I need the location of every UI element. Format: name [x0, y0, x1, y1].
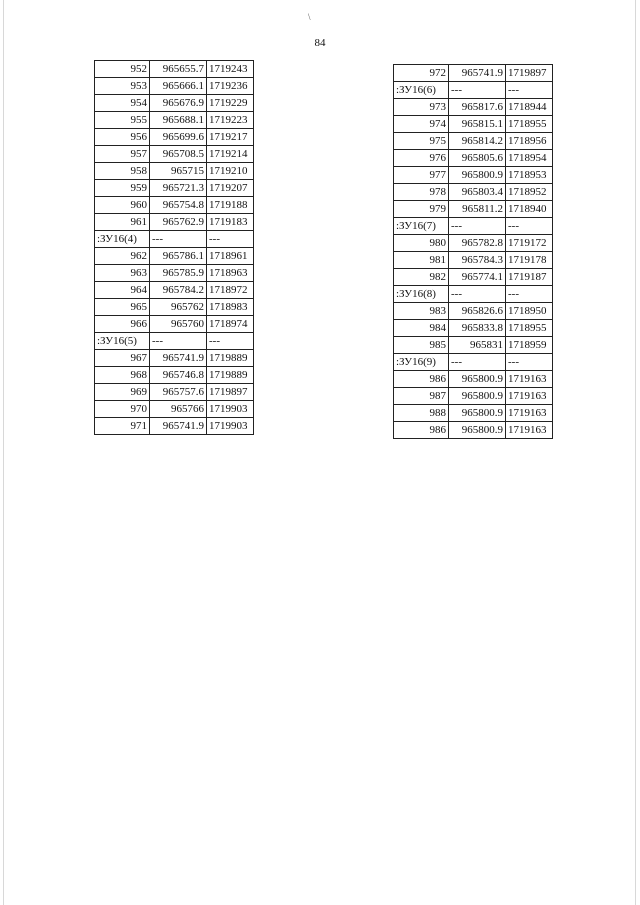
- y-coordinate-cell: ---: [506, 218, 553, 235]
- y-coordinate-cell: ---: [207, 333, 254, 350]
- y-coordinate-cell: 1718974: [207, 316, 254, 333]
- point-number-cell: :ЗУ16(8): [394, 286, 449, 303]
- y-coordinate-cell: 1719236: [207, 78, 254, 95]
- table-row: [394, 269, 553, 286]
- coordinates-table-right: [393, 64, 553, 439]
- x-coordinate-cell: ---: [449, 218, 506, 235]
- y-coordinate-cell: 1719172: [506, 235, 553, 252]
- y-coordinate-cell: ---: [506, 286, 553, 303]
- x-coordinate-cell: 965741.9: [150, 350, 207, 367]
- table-row: [394, 371, 553, 388]
- table-row: [394, 405, 553, 422]
- point-number-cell: 987: [394, 388, 449, 405]
- x-coordinate-cell: 965800.9: [449, 422, 506, 439]
- y-coordinate-cell: 1719223: [207, 112, 254, 129]
- y-coordinate-cell: 1719163: [506, 405, 553, 422]
- scan-edge-right: [635, 0, 636, 905]
- y-coordinate-cell: 1718952: [506, 184, 553, 201]
- table-row: [95, 197, 254, 214]
- table-row: [95, 95, 254, 112]
- table-row: [95, 401, 254, 418]
- table-row: [95, 214, 254, 231]
- table-row: [95, 112, 254, 129]
- point-number-cell: 986: [394, 371, 449, 388]
- page-number: 84: [314, 37, 326, 49]
- point-number-cell: 980: [394, 235, 449, 252]
- point-number-cell: 956: [95, 129, 150, 146]
- y-coordinate-cell: 1718956: [506, 133, 553, 150]
- x-coordinate-cell: 965721.3: [150, 180, 207, 197]
- x-coordinate-cell: ---: [449, 82, 506, 99]
- point-number-cell: 966: [95, 316, 150, 333]
- y-coordinate-cell: 1718950: [506, 303, 553, 320]
- table-row: [95, 367, 254, 384]
- point-number-cell: 981: [394, 252, 449, 269]
- table-row: [394, 422, 553, 439]
- y-coordinate-cell: 1718953: [506, 167, 553, 184]
- table-row: [95, 180, 254, 197]
- y-coordinate-cell: 1719163: [506, 388, 553, 405]
- x-coordinate-cell: 965805.6: [449, 150, 506, 167]
- x-coordinate-cell: 965833.8: [449, 320, 506, 337]
- scan-mark: \: [308, 12, 311, 22]
- coordinates-table-left: [94, 60, 254, 435]
- point-number-cell: :ЗУ16(4): [95, 231, 150, 248]
- section-header-row: [394, 354, 553, 371]
- y-coordinate-cell: 1719243: [207, 61, 254, 78]
- y-coordinate-cell: 1719217: [207, 129, 254, 146]
- y-coordinate-cell: 1719897: [506, 65, 553, 82]
- point-number-cell: 964: [95, 282, 150, 299]
- table-row: [95, 163, 254, 180]
- table-row: [394, 235, 553, 252]
- point-number-cell: :ЗУ16(9): [394, 354, 449, 371]
- y-coordinate-cell: 1718983: [207, 299, 254, 316]
- x-coordinate-cell: 965746.8: [150, 367, 207, 384]
- point-number-cell: 967: [95, 350, 150, 367]
- y-coordinate-cell: 1718961: [207, 248, 254, 265]
- section-header-row: [394, 82, 553, 99]
- x-coordinate-cell: 965655.7: [150, 61, 207, 78]
- x-coordinate-cell: 965800.9: [449, 388, 506, 405]
- point-number-cell: 958: [95, 163, 150, 180]
- table-row: [95, 299, 254, 316]
- point-number-cell: 978: [394, 184, 449, 201]
- table-row: [394, 133, 553, 150]
- y-coordinate-cell: 1718955: [506, 116, 553, 133]
- point-number-cell: 962: [95, 248, 150, 265]
- table-row: [394, 150, 553, 167]
- point-number-cell: 988: [394, 405, 449, 422]
- table-row: [95, 265, 254, 282]
- point-number-cell: 983: [394, 303, 449, 320]
- point-number-cell: 954: [95, 95, 150, 112]
- x-coordinate-cell: 965760: [150, 316, 207, 333]
- table-row: [394, 337, 553, 354]
- x-coordinate-cell: 965766: [150, 401, 207, 418]
- table-row: [394, 99, 553, 116]
- x-coordinate-cell: 965715: [150, 163, 207, 180]
- point-number-cell: :ЗУ16(6): [394, 82, 449, 99]
- table-row: [394, 388, 553, 405]
- table-row: [95, 418, 254, 435]
- y-coordinate-cell: 1719889: [207, 367, 254, 384]
- y-coordinate-cell: 1719163: [506, 422, 553, 439]
- y-coordinate-cell: 1718940: [506, 201, 553, 218]
- section-header-row: [95, 231, 254, 248]
- table-row: [95, 248, 254, 265]
- point-number-cell: 963: [95, 265, 150, 282]
- table-row: [394, 167, 553, 184]
- x-coordinate-cell: 965762.9: [150, 214, 207, 231]
- x-coordinate-cell: 965800.9: [449, 371, 506, 388]
- point-number-cell: 972: [394, 65, 449, 82]
- point-number-cell: 970: [95, 401, 150, 418]
- point-number-cell: 984: [394, 320, 449, 337]
- x-coordinate-cell: 965699.6: [150, 129, 207, 146]
- y-coordinate-cell: 1719187: [506, 269, 553, 286]
- table-row: [95, 146, 254, 163]
- x-coordinate-cell: ---: [449, 354, 506, 371]
- x-coordinate-cell: 965817.6: [449, 99, 506, 116]
- table-row: [95, 316, 254, 333]
- point-number-cell: 969: [95, 384, 150, 401]
- point-number-cell: :ЗУ16(7): [394, 218, 449, 235]
- table-row: [95, 350, 254, 367]
- x-coordinate-cell: ---: [150, 333, 207, 350]
- y-coordinate-cell: 1719188: [207, 197, 254, 214]
- table-row: [394, 184, 553, 201]
- table-row: [394, 116, 553, 133]
- y-coordinate-cell: 1719229: [207, 95, 254, 112]
- y-coordinate-cell: 1719897: [207, 384, 254, 401]
- x-coordinate-cell: 965754.8: [150, 197, 207, 214]
- x-coordinate-cell: 965800.9: [449, 405, 506, 422]
- point-number-cell: 957: [95, 146, 150, 163]
- y-coordinate-cell: 1719207: [207, 180, 254, 197]
- x-coordinate-cell: 965741.9: [150, 418, 207, 435]
- y-coordinate-cell: 1719178: [506, 252, 553, 269]
- x-coordinate-cell: 965785.9: [150, 265, 207, 282]
- point-number-cell: 986: [394, 422, 449, 439]
- section-header-row: [394, 286, 553, 303]
- table-row: [394, 303, 553, 320]
- y-coordinate-cell: ---: [506, 354, 553, 371]
- point-number-cell: :ЗУ16(5): [95, 333, 150, 350]
- table-row: [394, 65, 553, 82]
- y-coordinate-cell: 1719183: [207, 214, 254, 231]
- table-row: [95, 384, 254, 401]
- point-number-cell: 971: [95, 418, 150, 435]
- y-coordinate-cell: 1718972: [207, 282, 254, 299]
- x-coordinate-cell: 965831: [449, 337, 506, 354]
- point-number-cell: 979: [394, 201, 449, 218]
- x-coordinate-cell: 965666.1: [150, 78, 207, 95]
- point-number-cell: 955: [95, 112, 150, 129]
- x-coordinate-cell: 965708.5: [150, 146, 207, 163]
- table-row: [95, 78, 254, 95]
- x-coordinate-cell: 965688.1: [150, 112, 207, 129]
- point-number-cell: 965: [95, 299, 150, 316]
- y-coordinate-cell: 1719163: [506, 371, 553, 388]
- x-coordinate-cell: 965811.2: [449, 201, 506, 218]
- x-coordinate-cell: 965784.3: [449, 252, 506, 269]
- point-number-cell: 974: [394, 116, 449, 133]
- x-coordinate-cell: 965741.9: [449, 65, 506, 82]
- table-row: [394, 252, 553, 269]
- y-coordinate-cell: 1718963: [207, 265, 254, 282]
- point-number-cell: 953: [95, 78, 150, 95]
- point-number-cell: 973: [394, 99, 449, 116]
- table-row: [394, 201, 553, 218]
- section-header-row: [394, 218, 553, 235]
- x-coordinate-cell: 965757.6: [150, 384, 207, 401]
- point-number-cell: 960: [95, 197, 150, 214]
- y-coordinate-cell: 1719214: [207, 146, 254, 163]
- table-row: [95, 282, 254, 299]
- y-coordinate-cell: 1719210: [207, 163, 254, 180]
- y-coordinate-cell: 1719903: [207, 418, 254, 435]
- point-number-cell: 985: [394, 337, 449, 354]
- x-coordinate-cell: 965826.6: [449, 303, 506, 320]
- table-row: [95, 61, 254, 78]
- scan-edge-left: [3, 0, 4, 905]
- point-number-cell: 975: [394, 133, 449, 150]
- y-coordinate-cell: 1718959: [506, 337, 553, 354]
- x-coordinate-cell: 965774.1: [449, 269, 506, 286]
- point-number-cell: 968: [95, 367, 150, 384]
- x-coordinate-cell: ---: [449, 286, 506, 303]
- x-coordinate-cell: 965676.9: [150, 95, 207, 112]
- table-row: [95, 129, 254, 146]
- y-coordinate-cell: 1718955: [506, 320, 553, 337]
- x-coordinate-cell: 965800.9: [449, 167, 506, 184]
- table-row: [394, 320, 553, 337]
- x-coordinate-cell: 965803.4: [449, 184, 506, 201]
- point-number-cell: 961: [95, 214, 150, 231]
- point-number-cell: 982: [394, 269, 449, 286]
- x-coordinate-cell: 965786.1: [150, 248, 207, 265]
- x-coordinate-cell: 965762: [150, 299, 207, 316]
- y-coordinate-cell: ---: [207, 231, 254, 248]
- point-number-cell: 959: [95, 180, 150, 197]
- x-coordinate-cell: 965815.1: [449, 116, 506, 133]
- y-coordinate-cell: 1718944: [506, 99, 553, 116]
- x-coordinate-cell: 965784.2: [150, 282, 207, 299]
- y-coordinate-cell: 1719889: [207, 350, 254, 367]
- point-number-cell: 952: [95, 61, 150, 78]
- x-coordinate-cell: ---: [150, 231, 207, 248]
- y-coordinate-cell: ---: [506, 82, 553, 99]
- section-header-row: [95, 333, 254, 350]
- y-coordinate-cell: 1718954: [506, 150, 553, 167]
- point-number-cell: 976: [394, 150, 449, 167]
- x-coordinate-cell: 965814.2: [449, 133, 506, 150]
- x-coordinate-cell: 965782.8: [449, 235, 506, 252]
- point-number-cell: 977: [394, 167, 449, 184]
- y-coordinate-cell: 1719903: [207, 401, 254, 418]
